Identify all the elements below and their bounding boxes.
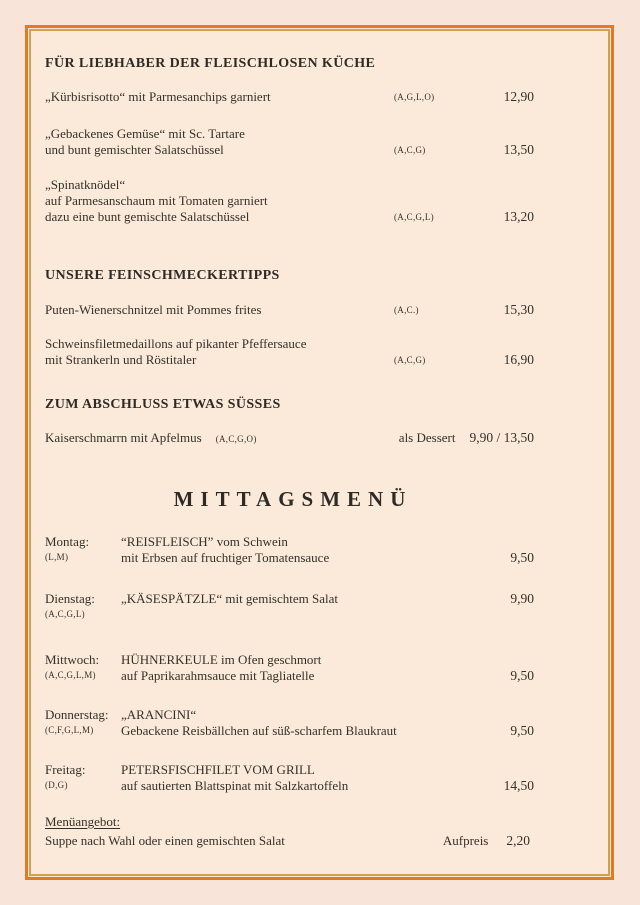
allergen-codes: (A,C,G,L) bbox=[394, 212, 434, 222]
item-line: „Kürbisrisotto“ mit Parmesanchips garniert bbox=[45, 89, 271, 104]
item-line: HÜHNERKEULE im Ofen geschmort bbox=[121, 652, 322, 667]
menu-item-kuerbisrisotto bbox=[45, 89, 534, 105]
item-price: 9,90 / 13,50 bbox=[469, 430, 534, 445]
allergen-codes: (L,M) bbox=[45, 552, 69, 562]
item-price: 9,50 bbox=[510, 668, 534, 683]
section-dessert bbox=[45, 396, 534, 446]
offer-price-label: Aufpreis bbox=[442, 833, 489, 848]
section-title-dessert: ZUM ABSCHLUSS ETWAS SÜSSES bbox=[45, 397, 281, 412]
section-gourmet-tips bbox=[45, 267, 534, 368]
item-line: auf sautierten Blattspinat mit Salzkartoffeln bbox=[121, 778, 349, 793]
item-line: Kaiserschmarrn mit Apfelmus bbox=[45, 430, 202, 445]
allergen-codes: (A,C,G,O) bbox=[215, 434, 257, 444]
item-line: und bunt gemischter Salatschüssel bbox=[45, 142, 224, 157]
allergen-codes: (A,C,G,L) bbox=[45, 609, 85, 619]
lunch-day-mittwoch bbox=[45, 652, 534, 684]
item-line: Schweinsfiletmedaillons auf pikanter Pfeffersauce bbox=[45, 336, 307, 351]
menu-item-gebackenes-gemuese bbox=[45, 126, 534, 158]
offer-title: Menüangebot: bbox=[45, 814, 121, 829]
item-line: auf Paprikarahmsauce mit Tagliatelle bbox=[121, 668, 315, 683]
item-price: 13,20 bbox=[503, 209, 534, 224]
lunch-menu-title: MITTAGSMENÜ bbox=[173, 487, 413, 511]
day-label: Mittwoch: bbox=[45, 652, 100, 667]
menu-item-wienerschnitzel bbox=[45, 302, 534, 318]
allergen-codes: (D,G) bbox=[45, 780, 68, 790]
menu-item-spinatknoedel bbox=[45, 177, 534, 225]
menu-content bbox=[31, 31, 608, 874]
decorative-inner-frame bbox=[29, 29, 610, 876]
item-line: mit Erbsen auf fruchtiger Tomatensauce bbox=[121, 550, 330, 565]
menu-item-schweinsfiletmedaillons bbox=[45, 336, 534, 368]
item-price: 9,50 bbox=[510, 723, 534, 738]
item-line: „Gebackenes Gemüse“ mit Sc. Tartare bbox=[45, 126, 245, 141]
allergen-codes: (A,C,G,L,M) bbox=[45, 670, 96, 680]
lunch-day-donnerstag bbox=[45, 707, 534, 739]
dessert-price-label: als Dessert bbox=[398, 430, 456, 445]
item-price: 9,50 bbox=[510, 550, 534, 565]
item-price: 16,90 bbox=[503, 352, 534, 367]
item-price: 13,50 bbox=[503, 142, 534, 157]
item-line: auf Parmesanschaum mit Tomaten garniert bbox=[45, 193, 268, 208]
allergen-codes: (A,G,L,O) bbox=[394, 92, 435, 102]
lunch-day-freitag bbox=[45, 762, 534, 794]
decorative-outer-frame bbox=[25, 25, 614, 880]
item-price: 9,90 bbox=[510, 591, 534, 606]
lunch-day-dienstag bbox=[45, 591, 534, 621]
day-label: Donnerstag: bbox=[45, 707, 109, 722]
item-line: „KÄSESPÄTZLE“ mit gemischtem Salat bbox=[121, 591, 338, 606]
allergen-codes: (A,C,G) bbox=[394, 145, 426, 155]
item-line: mit Strankerln und Röstitaler bbox=[45, 352, 197, 367]
section-vegetarian bbox=[45, 55, 534, 225]
day-label: Dienstag: bbox=[45, 591, 95, 606]
item-line: „ARANCINI“ bbox=[121, 707, 197, 722]
item-line: “REISFLEISCH” vom Schwein bbox=[121, 534, 288, 549]
menu-item-kaiserschmarrn bbox=[45, 430, 534, 446]
day-label: Montag: bbox=[45, 534, 90, 549]
lunch-day-montag bbox=[45, 534, 534, 566]
item-line: Gebackene Reisbällchen auf süß-scharfem Blaukraut bbox=[121, 723, 397, 738]
offer-price: 2,20 bbox=[506, 833, 530, 848]
item-line: dazu eine bunt gemischte Salatschüssel bbox=[45, 209, 250, 224]
section-title-gourmet-tips: UNSERE FEINSCHMECKERTIPPS bbox=[45, 268, 280, 283]
item-line: Puten-Wienerschnitzel mit Pommes frites bbox=[45, 302, 262, 317]
day-label: Freitag: bbox=[45, 762, 86, 777]
allergen-codes: (A,C.) bbox=[394, 305, 419, 315]
item-price: 14,50 bbox=[503, 778, 534, 793]
item-line: „Spinatknödel“ bbox=[45, 177, 126, 192]
section-title-vegetarian: FÜR LIEBHABER DER FLEISCHLOSEN KÜCHE bbox=[45, 56, 376, 71]
lunch-offer bbox=[45, 814, 534, 849]
allergen-codes: (C,F,G,L,M) bbox=[45, 725, 94, 735]
allergen-codes: (A,C,G) bbox=[394, 355, 426, 365]
section-lunch-menu bbox=[45, 486, 534, 849]
offer-text: Suppe nach Wahl oder einen gemischten Salat bbox=[45, 833, 285, 848]
item-price: 12,90 bbox=[503, 89, 534, 104]
item-line: PETERSFISCHFILET VOM GRILL bbox=[121, 762, 315, 777]
item-price: 15,30 bbox=[503, 302, 534, 317]
